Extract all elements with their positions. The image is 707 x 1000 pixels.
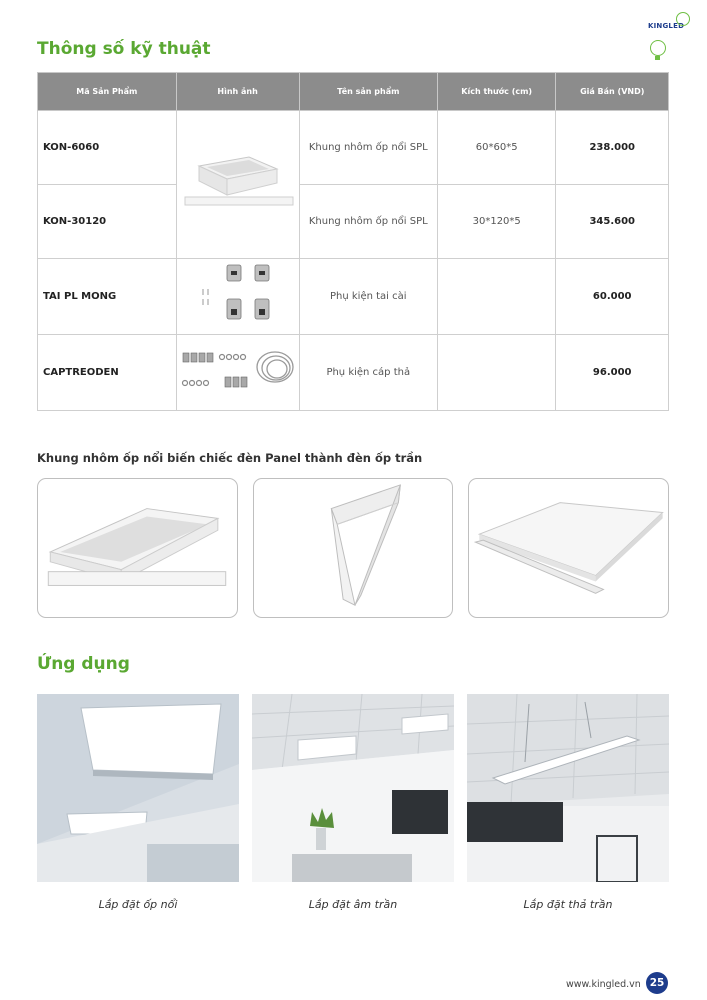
header-name: Tên sản phẩm bbox=[299, 73, 437, 111]
row-code: TAI PL MONG bbox=[38, 259, 177, 335]
cable-accessory-image bbox=[176, 335, 299, 411]
row-name: Khung nhôm ốp nổi SPL bbox=[299, 111, 437, 185]
row-name: Phụ kiện tai cài bbox=[299, 259, 437, 335]
header-code: Mã Sản Phẩm bbox=[38, 73, 177, 111]
row-size bbox=[437, 259, 556, 335]
row-code: KON-6060 bbox=[38, 111, 177, 185]
application-title: Ứng dụng bbox=[37, 654, 130, 674]
row-size: 60*60*5 bbox=[437, 111, 556, 185]
caption-surface: Lắp đặt ốp nổi bbox=[98, 898, 178, 911]
application-photo-surface bbox=[37, 694, 239, 882]
row-size: 30*120*5 bbox=[437, 185, 556, 259]
frame-product-image bbox=[176, 111, 299, 259]
row-code: CAPTREODEN bbox=[38, 335, 177, 411]
kingled-logo bbox=[648, 10, 696, 38]
logo-bulb-icon bbox=[676, 12, 690, 26]
frame-section-title: Khung nhôm ốp nổi biến chiếc đèn Panel thành đèn ốp trần bbox=[37, 451, 423, 465]
logo-text: KINGLED bbox=[648, 22, 685, 30]
caption-suspended: Lắp đặt thả trần bbox=[523, 898, 613, 911]
bulb-icon bbox=[650, 40, 666, 56]
page-number: 25 bbox=[646, 972, 668, 994]
row-price: 238.000 bbox=[556, 111, 669, 185]
row-code: KON-30120 bbox=[38, 185, 177, 259]
table-row bbox=[38, 185, 669, 259]
clip-accessory-image bbox=[176, 259, 299, 335]
header-size: Kích thước (cm) bbox=[437, 73, 556, 111]
application-photo-recessed bbox=[252, 694, 454, 882]
row-name: Khung nhôm ốp nổi SPL bbox=[299, 185, 437, 259]
application-photo-suspended bbox=[467, 694, 669, 882]
spec-title: Thông số kỹ thuật bbox=[37, 39, 211, 59]
row-price: 60.000 bbox=[556, 259, 669, 335]
row-size bbox=[437, 335, 556, 411]
caption-recessed: Lắp đặt âm trần bbox=[308, 898, 398, 911]
table-header-row bbox=[38, 73, 669, 111]
footer-url: www.kingled.vn bbox=[566, 979, 641, 990]
row-price: 345.600 bbox=[556, 185, 669, 259]
frame-photo-3 bbox=[468, 478, 669, 618]
header-image: Hình ảnh bbox=[176, 73, 299, 111]
header-price: Giá Bán (VND) bbox=[556, 73, 669, 111]
frame-photo-1 bbox=[37, 478, 238, 618]
table-row bbox=[38, 111, 669, 185]
table-row bbox=[38, 259, 669, 335]
row-name: Phụ kiện cáp thả bbox=[299, 335, 437, 411]
table-row bbox=[38, 335, 669, 411]
frame-photo-2 bbox=[253, 478, 453, 618]
row-price: 96.000 bbox=[556, 335, 669, 411]
spec-table bbox=[37, 72, 669, 411]
